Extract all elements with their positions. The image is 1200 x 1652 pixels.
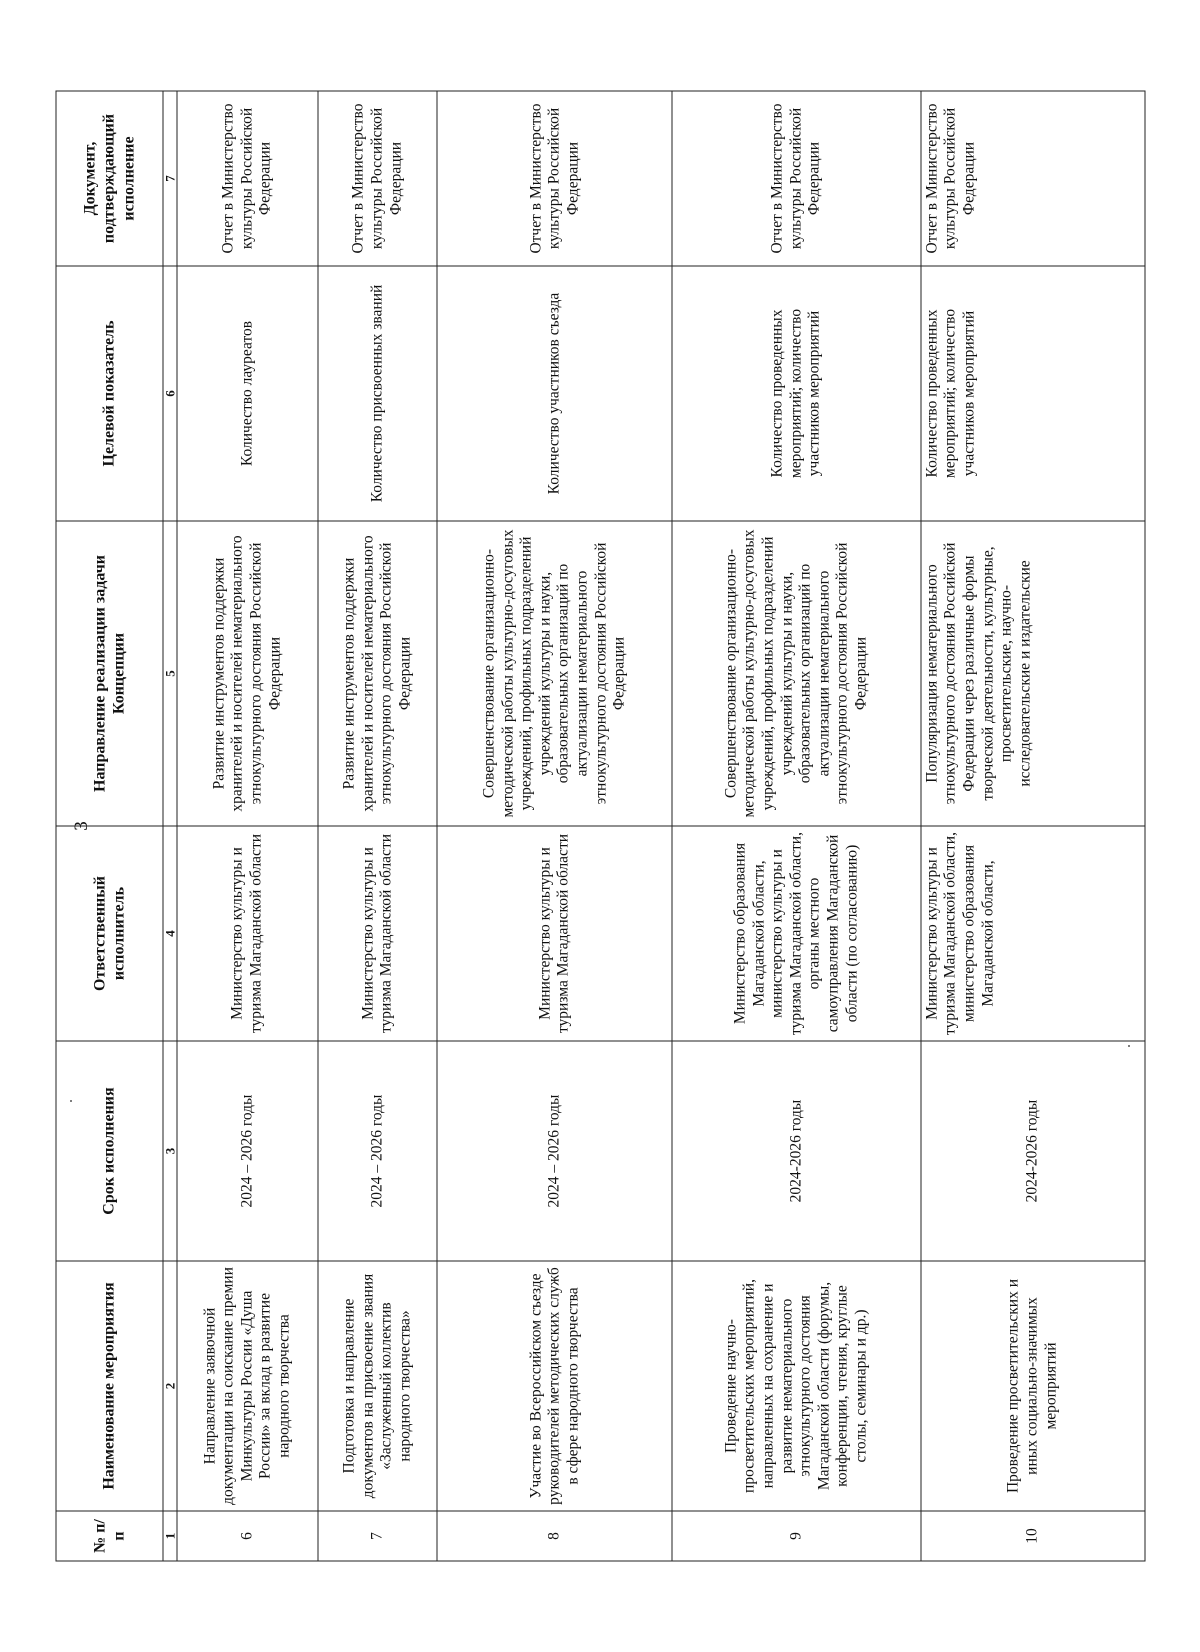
header-document: Документ, подтверждающий исполнение (56, 91, 163, 266)
activity-name: Проведение просветительских и иных социально-значимых мероприятий (921, 1261, 1145, 1511)
column-number: 7 (163, 91, 177, 266)
table-row (921, 91, 1145, 1561)
header-activity-name: Наименование мероприятия (56, 1261, 163, 1511)
executor: Министерство культуры и туризма Магаданской области (177, 826, 318, 1041)
column-number: 1 (163, 1511, 177, 1561)
term: 2024 – 2026 годы (177, 1041, 318, 1261)
activity-plan-table (56, 91, 1146, 1562)
document: Отчет в Министерство культуры Российской Федерации (177, 91, 318, 266)
indicator: Количество лауреатов (177, 266, 318, 521)
executor: Министерство культуры и туризма Магаданской области (318, 826, 437, 1041)
direction: Совершенствование организационно-методической работы культурно-досуговых учреждений, профильных подразделений учреждений культуры и науки, образовательных организаций по актуализации нематериального этнокультурного достояния Российской Федерации (672, 521, 920, 826)
table-row (177, 91, 318, 1561)
header-indicator: Целевой показатель (56, 266, 163, 521)
indicator: Количество проведенных мероприятий; количество участников мероприятий (672, 266, 920, 521)
indicator: Количество присвоенных званий (318, 266, 437, 521)
table-header-row (56, 91, 163, 1561)
term: 2024 – 2026 годы (437, 1041, 672, 1261)
document: Отчет в Министерство культуры Российской Федерации (318, 91, 437, 266)
column-number: 5 (163, 521, 177, 826)
direction: Совершенствование организационно-методической работы культурно-досуговых учреждений, профильных подразделений учреждений культуры и науки, образовательных организаций по актуализации нематериального этнокультурного достояния Российской Федерации (437, 521, 672, 826)
table-row (437, 91, 672, 1561)
activity-name: Проведение научно-просветительских мероприятий, направленных на сохранение и развитие нематериального этнокультурного достояния Магаданской области (форумы, конференции, чтения, круглые столы, семинары и др.) (672, 1261, 920, 1511)
header-term: Срок исполнения (56, 1041, 163, 1261)
activity-name: Участие во Всероссийском съезде руководителей методических служб в сфере народного творчества (437, 1261, 672, 1511)
column-numbers-row (163, 91, 177, 1561)
direction: Развитие инструментов поддержки хранителей и носителей нематериального этнокультурного достояния Российской Федерации (318, 521, 437, 826)
row-number: 10 (921, 1511, 1145, 1561)
indicator: Количество проведенных мероприятий; количество участников мероприятий (921, 266, 1145, 521)
header-direction: Направление реализации задачи Концепции (56, 521, 163, 826)
document: Отчет в Министерство культуры Российской Федерации (437, 91, 672, 266)
term: 2024-2026 годы (672, 1041, 920, 1261)
row-number: 6 (177, 1511, 318, 1561)
row-number: 8 (437, 1511, 672, 1561)
page-number: 3 (71, 821, 92, 831)
activity-name: Подготовка и направление документов на присвоение звания «Заслуженный коллектив народного творчества» (318, 1261, 437, 1511)
header-executor: Ответственный исполнитель (56, 826, 163, 1041)
term: 2024-2026 годы (921, 1041, 1145, 1261)
column-number: 3 (163, 1041, 177, 1261)
document: Отчет в Министерство культуры Российской Федерации (921, 91, 1145, 266)
term: 2024 – 2026 годы (318, 1041, 437, 1261)
activity-name: Направление заявочной документации на соискание премии Минкультуры России «Душа России» за вклад в развитие народного творчества (177, 1261, 318, 1511)
document: Отчет в Министерство культуры Российской Федерации (672, 91, 920, 266)
direction: Развитие инструментов поддержки хранителей и носителей нематериального этнокультурного достояния Российской Федерации (177, 521, 318, 826)
table-row (672, 91, 920, 1561)
indicator: Количество участников съезда (437, 266, 672, 521)
direction: Популяризация нематериального этнокультурного достояния Российской Федерации через различные формы творческой деятельности, культурные, просветительские, научно-исследовательские и издательские (921, 521, 1145, 826)
executor: Министерство образования Магаданской области, министерство культуры и туризма Магаданской области, органы местного самоуправления Магаданской области (по согласованию) (672, 826, 920, 1041)
executor: Министерство культуры и туризма Магаданской области (437, 826, 672, 1041)
executor: Министерство культуры и туризма Магаданской области, министерство образования Магаданской области, (921, 826, 1145, 1041)
column-number: 6 (163, 266, 177, 521)
header-number: № п/п (56, 1511, 163, 1561)
row-number: 9 (672, 1511, 920, 1561)
table-row (318, 91, 437, 1561)
row-number: 7 (318, 1511, 437, 1561)
column-number: 4 (163, 826, 177, 1041)
column-number: 2 (163, 1261, 177, 1511)
